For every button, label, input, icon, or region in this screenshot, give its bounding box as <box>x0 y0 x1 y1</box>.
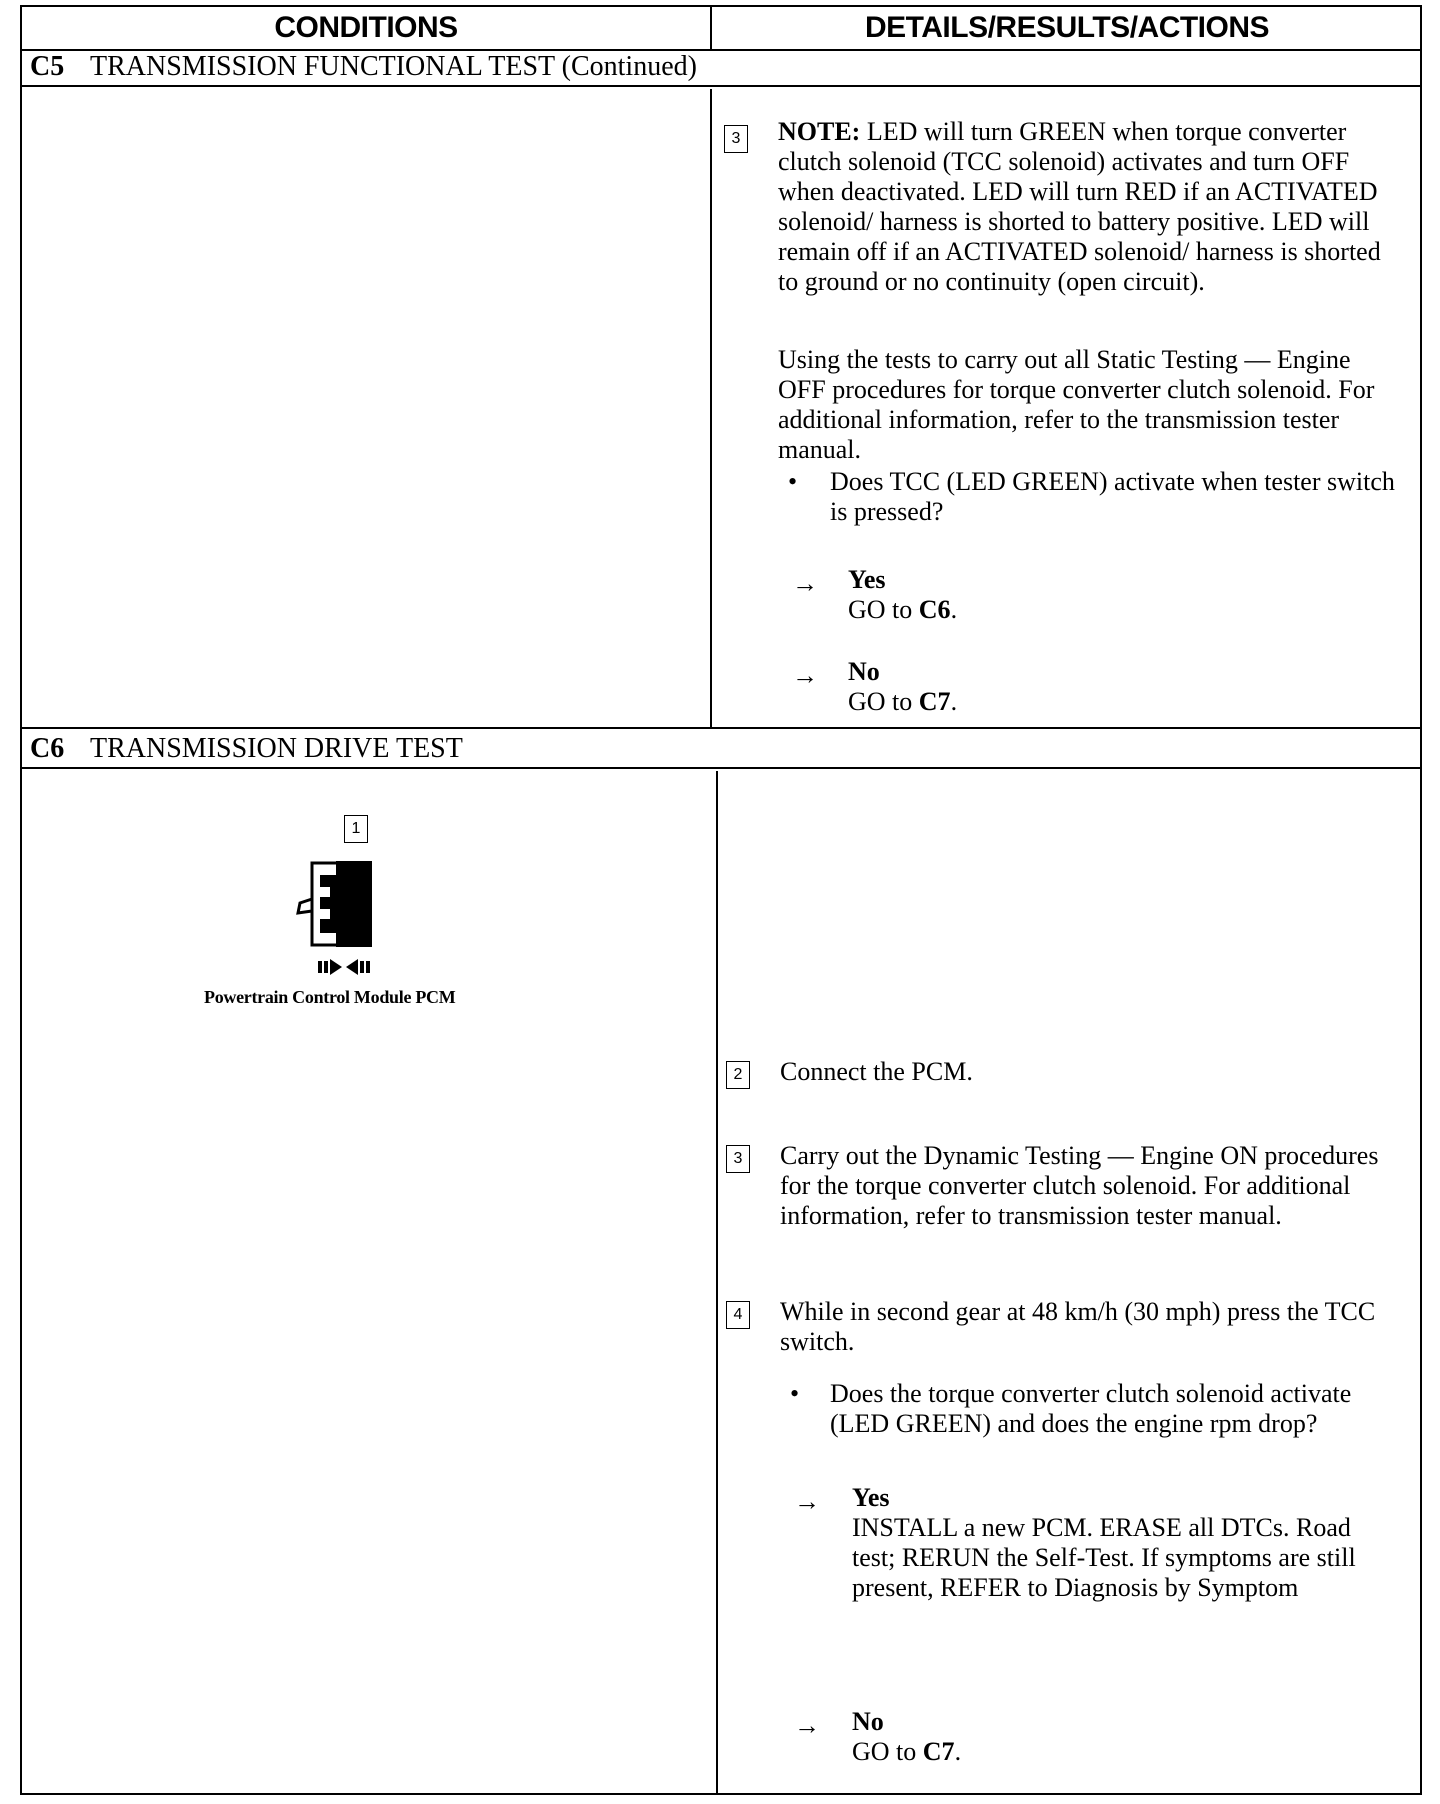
figure-number-box: 1 <box>344 815 368 843</box>
note-label: NOTE: <box>778 117 861 146</box>
section-title: TRANSMISSION FUNCTIONAL TEST (Continued) <box>90 51 697 82</box>
no-action: GO to <box>852 1737 917 1766</box>
arrow-icon: → <box>794 1487 820 1516</box>
section-id: C6 <box>30 733 65 764</box>
step-text: Connect the PCM. <box>780 1057 973 1086</box>
step-number-box: 4 <box>726 1301 750 1329</box>
figure-caption: Powertrain Control Module PCM <box>204 987 456 1007</box>
section-c5-title-row <box>22 49 1420 87</box>
yes-action: INSTALL a new PCM. ERASE all DTCs. Road test; RERUN the Self-Test. If symptoms are still present, REFER to Diagnosis by Symptom <box>852 1513 1356 1602</box>
step-text: While in second gear at 48 km/h (30 mph) press the TCC switch. <box>780 1297 1376 1356</box>
arrow-icon: → <box>792 661 818 690</box>
no-target: C7 <box>922 1737 955 1766</box>
yes-label: Yes <box>848 565 886 594</box>
step-paragraph: Using the tests to carry out all Static Testing — Engine OFF procedures for torque converter clutch solenoid. For additional information, refer to the transmission tester manual. <box>778 345 1375 464</box>
no-label: No <box>852 1707 884 1736</box>
yes-answer <box>852 1483 1392 1603</box>
no-answer: No GO to C7. <box>848 657 958 716</box>
yes-target: C6 <box>918 595 951 624</box>
arrow-icon: → <box>794 1711 820 1740</box>
section-id: C5 <box>30 51 65 82</box>
diagnostic-sheet <box>20 5 1422 1795</box>
step-number-box: 3 <box>724 125 748 153</box>
note-text: LED will turn GREEN when torque converter clutch solenoid (TCC solenoid) activates and turn OFF when deactivated. LED will turn RED if an ACTIVATED solenoid/ harness is shorted to battery positive. LED will remain off if an ACTIVATED solenoid/ harness is shorted to ground or no continuity (open circuit). <box>778 117 1381 296</box>
yes-answer: Yes GO to C6. <box>848 565 958 624</box>
conditions-header: CONDITIONS <box>22 7 712 49</box>
details-header: DETAILS/RESULTS/ACTIONS <box>864 11 1270 44</box>
step-text: Carry out the Dynamic Testing — Engine ON procedures for the torque converter clutch solenoid. For additional information, refer to transmission tester manual. <box>780 1141 1379 1230</box>
step-number-box: 2 <box>726 1061 750 1089</box>
section-c5-body <box>22 89 1420 729</box>
step-question: Does the torque converter clutch solenoid activate (LED GREEN) and does the engine rpm drop? <box>830 1379 1352 1438</box>
no-target: C7 <box>918 687 951 716</box>
section-title: TRANSMISSION DRIVE TEST <box>90 733 463 764</box>
section-c6-body <box>22 771 1420 1795</box>
no-action: GO to <box>848 687 913 716</box>
bullet-dot: • <box>790 1379 800 1408</box>
step-question: Does TCC (LED GREEN) activate when tester switch is pressed? <box>830 467 1395 526</box>
no-label: No <box>848 657 880 686</box>
pcm-connector-icon <box>294 861 404 981</box>
bullet-dot: • <box>788 467 798 496</box>
no-answer: No GO to C7. <box>852 1707 962 1766</box>
step-number-box: 3 <box>726 1145 750 1173</box>
section-c6-title-row <box>22 731 1420 769</box>
yes-action: GO to <box>848 595 913 624</box>
arrow-icon: → <box>792 569 818 598</box>
step-note <box>778 117 1398 297</box>
column-divider <box>710 89 712 727</box>
yes-label: Yes <box>852 1483 890 1512</box>
table-header <box>22 7 1420 51</box>
column-divider <box>716 771 718 1795</box>
